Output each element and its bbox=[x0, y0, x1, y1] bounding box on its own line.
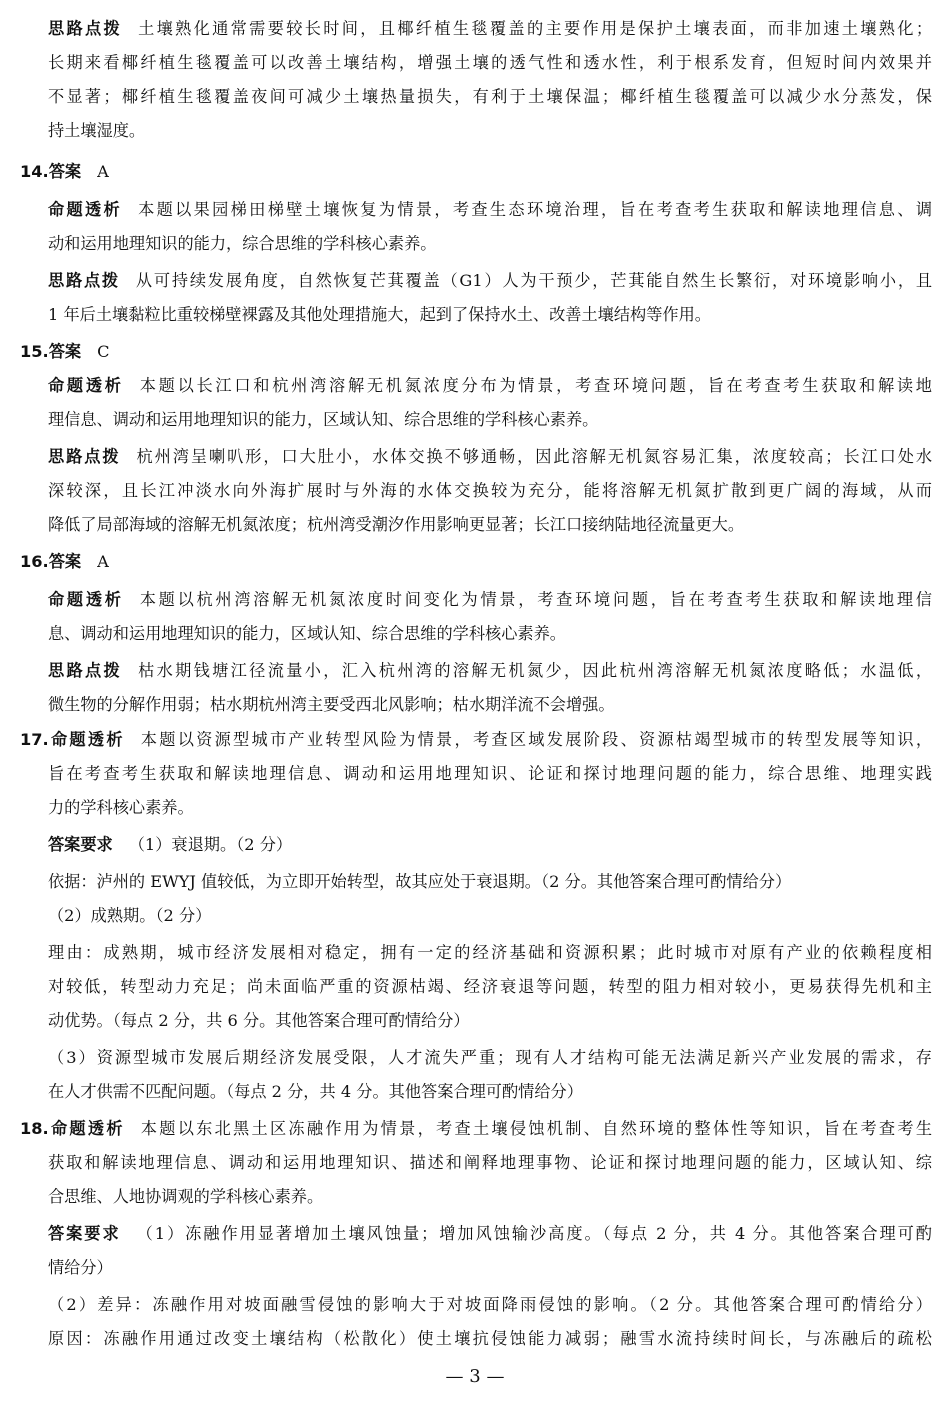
q14-answer-value: A bbox=[97, 162, 109, 181]
q18-number: 18. bbox=[20, 1119, 49, 1138]
yaoqiu-label: 答案要求 bbox=[48, 835, 113, 854]
mingti-label: 命题透析 bbox=[48, 730, 125, 749]
q18-yaoqiu-line-1 bbox=[48, 1217, 932, 1251]
q18-line-2: 原因：冻融作用通过改变土壤结构（松散化）使土壤抗侵蚀能力减弱；融雪水流持续时间长，与冻融后的疏松 bbox=[48, 1329, 932, 1348]
q15-mingti-line-1 bbox=[48, 369, 932, 403]
text: 从可持续发展角度，自然恢复芒萁覆盖（G1）人为干预少，芒萁能自然生长繁衍，对环境影响小，且 bbox=[135, 271, 932, 290]
text: 杭州湾呈喇叭形，口大肚小，水体交换不够通畅，因此溶解无机氮容易汇集，浓度较高；长江口处水 bbox=[136, 447, 932, 466]
q15-silu-line-3: 降低了局部海域的溶解无机氮浓度；杭州湾受潮汐作用影响更显著；长江口接纳陆地径流量更大。 bbox=[48, 515, 745, 534]
q17-yaoqiu bbox=[48, 828, 932, 862]
text: 枯水期钱塘江径流量小，汇入杭州湾的溶解无机氮少，因此杭州湾溶解无机氮浓度略低；水温低， bbox=[138, 661, 932, 680]
q16-mingti-line-1 bbox=[48, 583, 932, 617]
yaoqiu-label: 答案要求 bbox=[48, 1224, 121, 1243]
text: （1）衰退期。（2 分） bbox=[128, 835, 293, 854]
q17-mingti-line-3: 力的学科核心素养。 bbox=[48, 798, 194, 817]
q16-number: 16. bbox=[20, 552, 49, 571]
q14-mingti-line-1 bbox=[48, 193, 932, 227]
q15-answer-value: C bbox=[97, 342, 110, 361]
q17-mingti-line-2: 旨在考查考生获取和解读地理信息、调动和运用地理知识、论证和探讨地理问题的能力，综合思维、地理实践 bbox=[48, 764, 932, 783]
silu-label: 思路点拨 bbox=[48, 661, 123, 680]
q13-silu-line-1 bbox=[48, 12, 932, 46]
q16-mingti-line-2: 息、调动和运用地理知识的能力，区域认知、综合思维的学科核心素养。 bbox=[48, 624, 566, 643]
q17-number: 17. bbox=[20, 730, 49, 749]
q17-line-3: 理由：成熟期，城市经济发展相对稳定，拥有一定的经济基础和资源积累；此时城市对原有产业的依赖程度相 bbox=[48, 943, 932, 962]
q17-line-2: （2）成熟期。（2 分） bbox=[48, 906, 212, 925]
q13-silu-line-3: 不显著；椰纤植生毯覆盖夜间可减少土壤热量损失，有利于土壤保温；椰纤植生毯覆盖可以减少水分蒸发，保 bbox=[48, 87, 932, 106]
page-number: — 3 — bbox=[445, 1366, 505, 1387]
text: 本题以杭州湾溶解无机氮浓度时间变化为情景，考查环境问题，旨在考查考生获取和解读地理信 bbox=[139, 590, 932, 609]
answer-label: 答案 bbox=[48, 162, 82, 181]
mingti-label: 命题透析 bbox=[48, 200, 123, 219]
text: 本题以长江口和杭州湾溶解无机氮浓度分布为情景，考查环境问题，旨在考查考生获取和解读地 bbox=[139, 376, 932, 395]
text: 本题以果园梯田梯壁土壤恢复为情景，考查生态环境治理，旨在考查考生获取和解读地理信息、调 bbox=[138, 200, 932, 219]
q15-silu-line-1 bbox=[48, 440, 932, 474]
silu-label: 思路点拨 bbox=[48, 447, 121, 466]
q13-silu-line-4: 持土壤湿度。 bbox=[48, 121, 146, 140]
q14-mingti-line-2: 动和运用地理知识的能力，综合思维的学科核心素养。 bbox=[48, 234, 437, 253]
q16-silu-line-1 bbox=[48, 654, 932, 688]
answer-label: 答案 bbox=[48, 342, 82, 361]
mingti-label: 命题透析 bbox=[48, 376, 124, 395]
q18-line-1: （2）差异：冻融作用对坡面融雪侵蚀的影响大于对坡面降雨侵蚀的影响。（2 分。其他答案合理可酌情给分） bbox=[48, 1295, 932, 1314]
q17-mingti-line-1 bbox=[20, 723, 932, 757]
q16-silu-line-2: 微生物的分解作用弱；枯水期杭州湾主要受西北风影响；枯水期洋流不会增强。 bbox=[48, 695, 615, 714]
text: 土壤熟化通常需要较长时间，且椰纤植生毯覆盖的主要作用是保护土壤表面，而非加速土壤熟化； bbox=[138, 19, 932, 38]
q16-answer bbox=[20, 545, 932, 579]
q17-line-5: 动优势。（每点 2 分，共 6 分。其他答案合理可酌情给分） bbox=[48, 1011, 470, 1030]
q14-silu-line-1 bbox=[48, 264, 932, 298]
q15-answer bbox=[20, 335, 932, 369]
text: 本题以东北黑土区冻融作用为情景，考查土壤侵蚀机制、自然环境的整体性等知识，旨在考查考生 bbox=[140, 1119, 932, 1138]
q15-number: 15. bbox=[20, 342, 49, 361]
q17-line-6: （3）资源型城市发展后期经济发展受限，人才流失严重；现有人才结构可能无法满足新兴产业发展的需求，存 bbox=[48, 1048, 932, 1067]
q13-silu-line-2: 长期来看椰纤植生毯覆盖可以改善土壤结构，增强土壤的透气性和透水性，利于根系发育，但短时间内效果并 bbox=[48, 53, 932, 72]
q14-answer bbox=[20, 155, 932, 189]
q18-mingti-line-3: 合思维、人地协调观的学科核心素养。 bbox=[48, 1187, 324, 1206]
q16-answer-value: A bbox=[97, 552, 109, 571]
mingti-label: 命题透析 bbox=[48, 1119, 125, 1138]
q17-line-4: 对较低，转型动力充足；尚未面临严重的资源枯竭、经济衰退等问题，转型的阻力相对较小，更易获得先机和主 bbox=[48, 977, 932, 996]
q18-mingti-line-2: 获取和解读地理信息、调动和运用地理知识、描述和阐释地理事物、论证和探讨地理问题的能力，区域认知、综 bbox=[48, 1153, 932, 1172]
answer-label: 答案 bbox=[48, 552, 82, 571]
text: 本题以资源型城市产业转型风险为情景，考查区域发展阶段、资源枯竭型城市的转型发展等知识， bbox=[140, 730, 932, 749]
q17-line-1: 依据：泸州的 EWYJ 值较低，为立即开始转型，故其应处于衰退期。（2 分。其他答案合理可酌情给分） bbox=[48, 872, 792, 891]
q14-silu-line-2: 1 年后土壤黏粒比重较梯壁裸露及其他处理措施大，起到了保持水土、改善土壤结构等作用。 bbox=[48, 305, 711, 324]
q14-number: 14. bbox=[20, 162, 49, 181]
silu-label: 思路点拨 bbox=[48, 19, 123, 38]
q15-mingti-line-2: 理信息、调动和运用地理知识的能力，区域认知、综合思维的学科核心素养。 bbox=[48, 410, 599, 429]
q18-mingti-line-1 bbox=[20, 1112, 932, 1146]
text: （1）冻融作用显著增加土壤风蚀量；增加风蚀输沙高度。（每点 2 分，共 4 分。其他答案合理可酌 bbox=[136, 1224, 932, 1243]
mingti-label: 命题透析 bbox=[48, 590, 124, 609]
q17-line-7: 在人才供需不匹配问题。（每点 2 分，共 4 分。其他答案合理可酌情给分） bbox=[48, 1082, 583, 1101]
silu-label: 思路点拨 bbox=[48, 271, 120, 290]
q15-silu-line-2: 深较深，且长江冲淡水向外海扩展时与外海的水体交换较为充分，能将溶解无机氮扩散到更广阔的海域，从而 bbox=[48, 481, 932, 500]
q18-yaoqiu-line-2: 情给分） bbox=[48, 1258, 113, 1277]
